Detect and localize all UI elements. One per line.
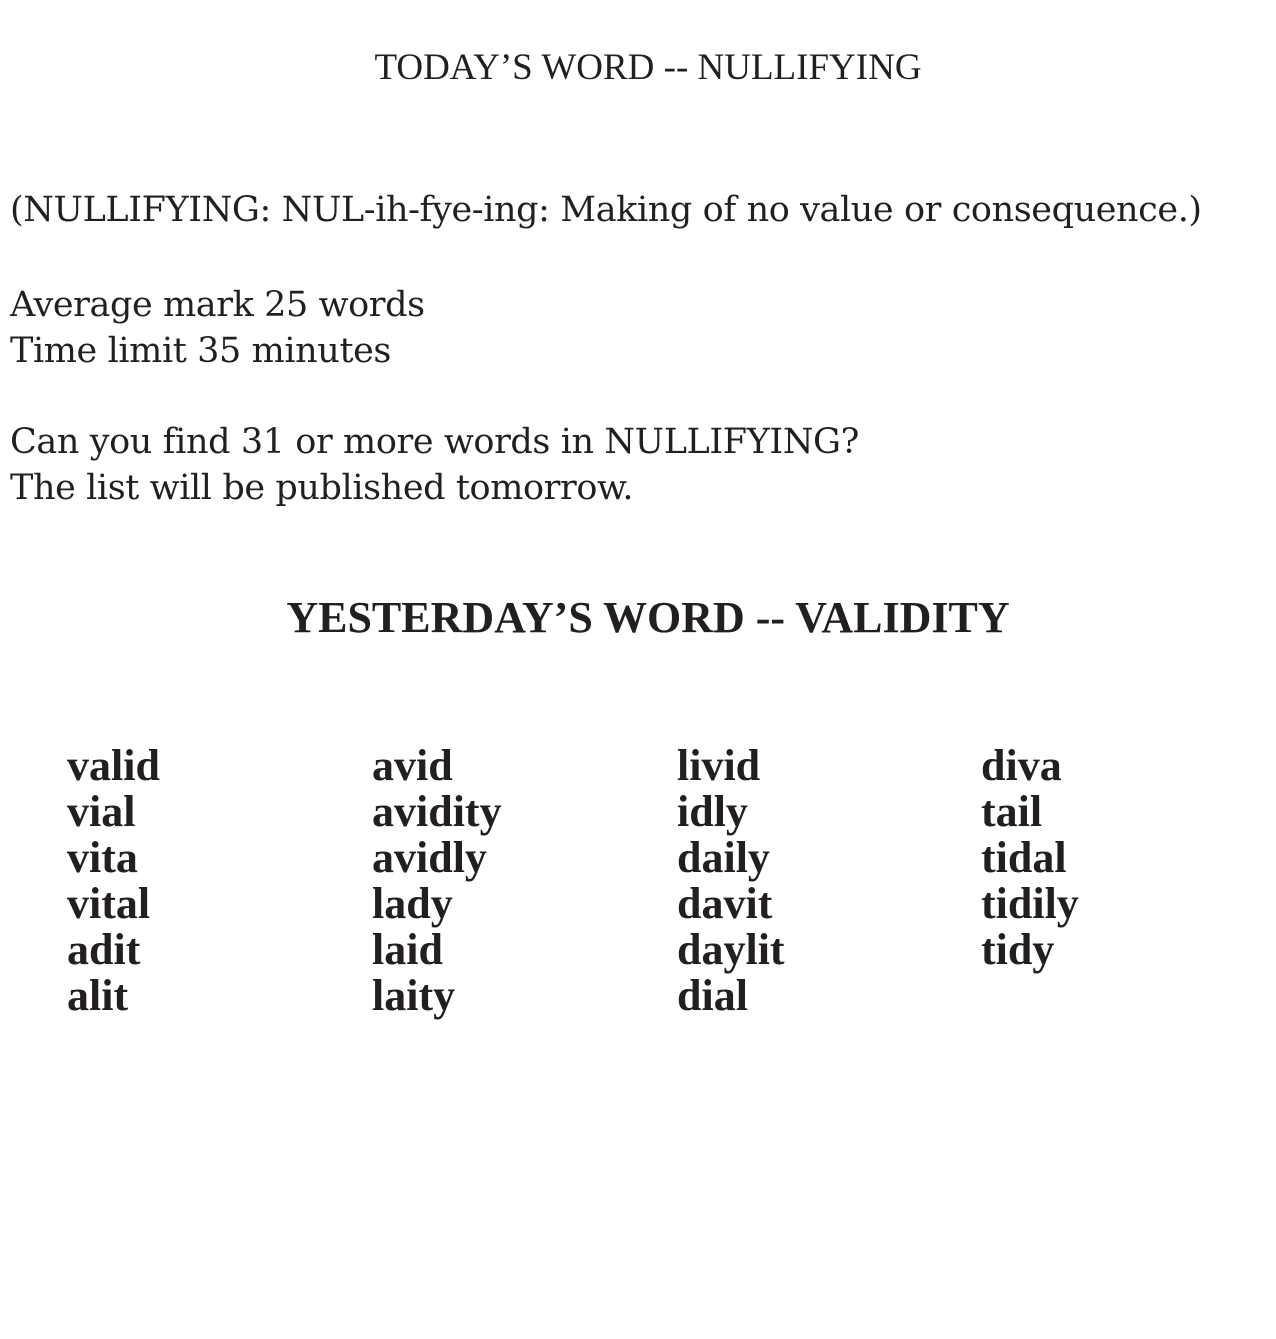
answer-word: avid [372,741,453,790]
puzzle-stats [10,282,425,374]
yesterdays-word-title: YESTERDAY’S WORD -- VALIDITY [286,593,1010,642]
answer-word: diva [981,741,1062,790]
answer-word: idly [677,787,748,836]
answer-word: adit [67,925,141,974]
answer-word: laity [372,971,456,1020]
word-column [677,743,977,1019]
answer-word: valid [67,741,160,790]
challenge-text [10,419,859,511]
answer-word: tail [981,787,1043,836]
answer-word: lady [372,879,453,928]
todays-word-title: TODAY’S WORD -- NULLIFYING [374,47,922,88]
answer-word: tidily [981,879,1079,928]
word-column [67,743,367,1019]
answer-word: vial [67,787,136,836]
word-column [372,743,672,1019]
word-definition: (NULLIFYING: NUL-ih-fye-ing: Making of no value or consequence.) [10,190,1202,230]
answer-word: tidy [981,925,1055,974]
answer-word: avidly [372,833,487,882]
answer-word: davit [677,879,773,928]
publish-note: The list will be published tomorrow. [10,468,634,508]
answer-word: laid [372,925,443,974]
answer-word: tidal [981,833,1067,882]
answer-word: avidity [372,787,502,836]
word-column [981,743,1276,973]
answer-word: livid [677,741,761,790]
answer-word: vita [67,833,138,882]
challenge-question: Can you find 31 or more words in NULLIFYING? [10,422,859,462]
answer-word: alit [67,971,129,1020]
answer-word: daylit [677,925,785,974]
answer-word: dial [677,971,748,1020]
answer-word-grid [67,743,1276,1033]
answer-word: vital [67,879,151,928]
time-limit: Time limit 35 minutes [10,331,391,371]
average-mark: Average mark 25 words [10,285,425,325]
answer-word: daily [677,833,770,882]
